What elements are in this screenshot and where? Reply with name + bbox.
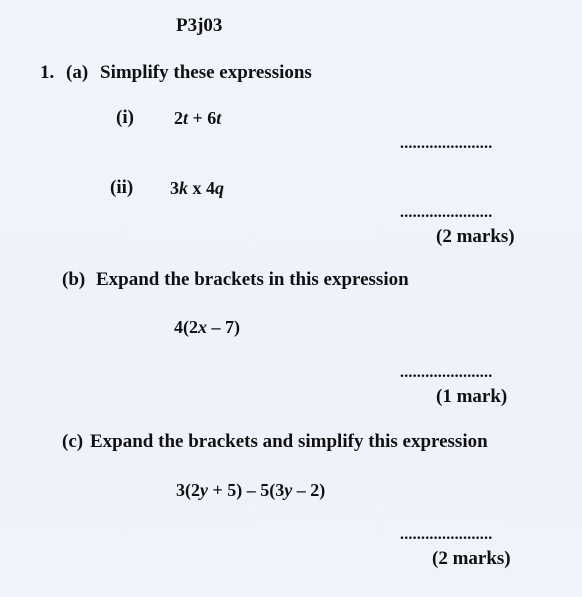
answer-line: ...................... [400,135,493,152]
answer-line: ...................... [400,204,493,221]
marks-label: (2 marks) [432,548,511,569]
part-a-ii-expression: 3k x 4q [170,178,224,198]
part-b-label: (b) [62,269,86,290]
part-a-ii-label: (ii) [110,177,134,198]
marks-label: (1 mark) [436,386,508,407]
answer-line: ...................... [400,526,493,543]
part-a-i-expression: 2t + 6t [174,108,222,128]
page-code: P3j03 [176,15,223,36]
part-c-instruction: Expand the brackets and simplify this expression [90,431,488,452]
part-c-expression: 3(2y + 5) – 5(3y – 2) [176,480,326,500]
part-c-label: (c) [62,431,84,452]
part-a-instruction: Simplify these expressions [100,62,312,83]
part-b-expression: 4(2x – 7) [174,317,240,337]
part-a-label: (a) [66,62,89,83]
answer-line: ...................... [400,364,493,381]
part-a-i-label: (i) [116,107,134,128]
marks-label: (2 marks) [436,226,515,247]
part-b-instruction: Expand the brackets in this expression [96,269,409,290]
question-number: 1. [40,62,55,83]
